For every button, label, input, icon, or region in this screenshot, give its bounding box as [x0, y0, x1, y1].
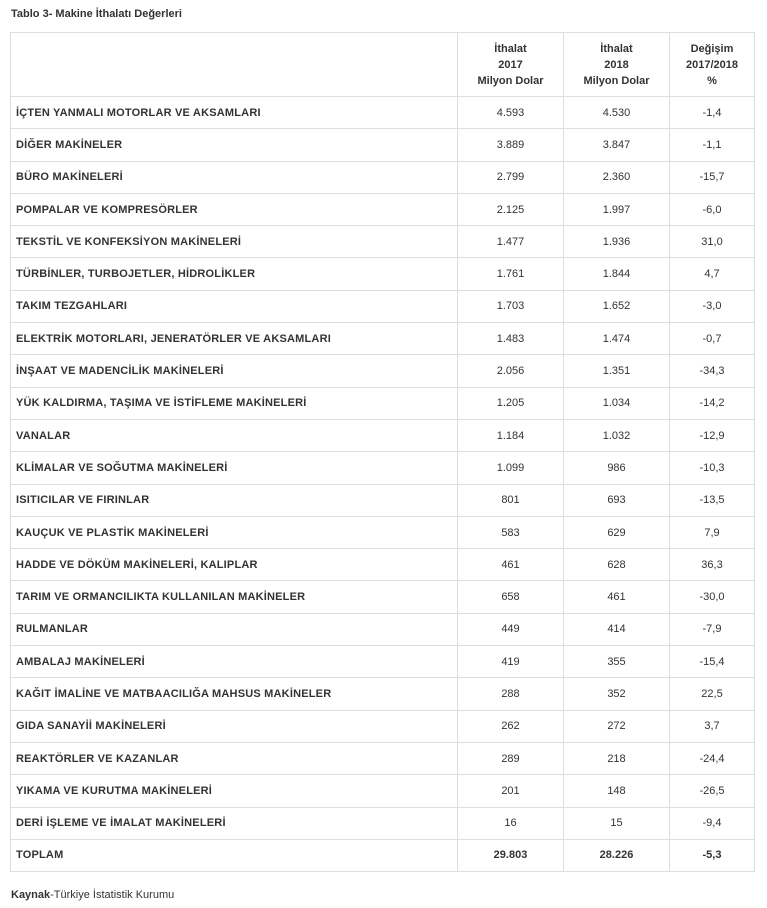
table-row [11, 452, 755, 484]
table-row [11, 581, 755, 613]
table-row [11, 387, 755, 419]
header-change [670, 33, 755, 97]
row-change: 31,0 [670, 226, 755, 258]
row-value-2017: 1.761 [458, 258, 564, 290]
row-value-2018: 1.936 [564, 226, 670, 258]
table-row [11, 97, 755, 129]
table-row [11, 613, 755, 645]
row-value-2017: 1.184 [458, 419, 564, 451]
row-value-2017: 4.593 [458, 97, 564, 129]
table-row [11, 646, 755, 678]
row-value-2017: 583 [458, 516, 564, 548]
row-name: GIDA SANAYİİ MAKİNELERİ [11, 710, 458, 742]
table-row [11, 419, 755, 451]
row-change: -10,3 [670, 452, 755, 484]
row-value-2018: 628 [564, 549, 670, 581]
row-name: HADDE VE DÖKÜM MAKİNELERİ, KALIPLAR [11, 549, 458, 581]
row-value-2017: 461 [458, 549, 564, 581]
table-row [11, 226, 755, 258]
header-import-2018-line2: 2018 [604, 58, 629, 71]
total-value-2018: 28.226 [564, 839, 670, 871]
row-name: İÇTEN YANMALI MOTORLAR VE AKSAMLARI [11, 97, 458, 129]
row-value-2018: 986 [564, 452, 670, 484]
row-value-2017: 3.889 [458, 129, 564, 161]
row-value-2018: 15 [564, 807, 670, 839]
row-value-2017: 1.477 [458, 226, 564, 258]
row-value-2018: 1.652 [564, 290, 670, 322]
row-value-2017: 288 [458, 678, 564, 710]
row-name: İNŞAAT VE MADENCİLİK MAKİNELERİ [11, 355, 458, 387]
row-change: -13,5 [670, 484, 755, 516]
row-value-2017: 419 [458, 646, 564, 678]
row-value-2018: 693 [564, 484, 670, 516]
table-row [11, 710, 755, 742]
row-change: 4,7 [670, 258, 755, 290]
row-value-2018: 352 [564, 678, 670, 710]
table-row [11, 807, 755, 839]
table-row [11, 193, 755, 225]
row-value-2017: 1.205 [458, 387, 564, 419]
row-value-2018: 1.474 [564, 323, 670, 355]
row-change: -9,4 [670, 807, 755, 839]
row-value-2017: 262 [458, 710, 564, 742]
header-import-2017-line1: İthalat [494, 42, 527, 55]
row-value-2017: 2.125 [458, 193, 564, 225]
header-import-2017 [458, 33, 564, 97]
total-change: -5,3 [670, 839, 755, 871]
row-change: 22,5 [670, 678, 755, 710]
table-row [11, 742, 755, 774]
row-name: DİĞER MAKİNELER [11, 129, 458, 161]
row-name: TÜRBİNLER, TURBOJETLER, HİDROLİKLER [11, 258, 458, 290]
row-change: -1,4 [670, 97, 755, 129]
row-value-2018: 272 [564, 710, 670, 742]
table-row [11, 549, 755, 581]
row-value-2018: 1.997 [564, 193, 670, 225]
header-import-2018-line3: Milyon Dolar [583, 74, 650, 87]
row-name: KAĞIT İMALİNE VE MATBAACILIĞA MAHSUS MAKİNELER [11, 678, 458, 710]
row-change: -6,0 [670, 193, 755, 225]
table-row [11, 516, 755, 548]
row-value-2017: 2.799 [458, 161, 564, 193]
row-value-2017: 1.703 [458, 290, 564, 322]
row-name: ISITICILAR VE FIRINLAR [11, 484, 458, 516]
row-value-2018: 218 [564, 742, 670, 774]
row-change: -34,3 [670, 355, 755, 387]
row-name: TEKSTİL VE KONFEKSİYON MAKİNELERİ [11, 226, 458, 258]
row-name: TARIM VE ORMANCILIKTA KULLANILAN MAKİNELER [11, 581, 458, 613]
row-value-2018: 461 [564, 581, 670, 613]
row-name: DERİ İŞLEME VE İMALAT MAKİNELERİ [11, 807, 458, 839]
row-name: AMBALAJ MAKİNELERİ [11, 646, 458, 678]
row-name: TAKIM TEZGAHLARI [11, 290, 458, 322]
row-value-2017: 1.483 [458, 323, 564, 355]
row-change: -3,0 [670, 290, 755, 322]
row-value-2018: 148 [564, 775, 670, 807]
row-change: -24,4 [670, 742, 755, 774]
row-name: YIKAMA VE KURUTMA MAKİNELERİ [11, 775, 458, 807]
row-name: ELEKTRİK MOTORLARI, JENERATÖRLER VE AKSAMLARI [11, 323, 458, 355]
row-value-2018: 1.844 [564, 258, 670, 290]
row-name: POMPALAR VE KOMPRESÖRLER [11, 193, 458, 225]
table-row [11, 355, 755, 387]
row-value-2017: 2.056 [458, 355, 564, 387]
row-value-2018: 1.351 [564, 355, 670, 387]
row-value-2018: 414 [564, 613, 670, 645]
row-change: 7,9 [670, 516, 755, 548]
row-value-2018: 1.032 [564, 419, 670, 451]
row-change: -26,5 [670, 775, 755, 807]
header-change-line3: % [707, 74, 717, 87]
row-value-2018: 629 [564, 516, 670, 548]
row-value-2017: 449 [458, 613, 564, 645]
row-value-2017: 1.099 [458, 452, 564, 484]
row-change: -15,7 [670, 161, 755, 193]
total-value-2017: 29.803 [458, 839, 564, 871]
row-name: YÜK KALDIRMA, TAŞIMA VE İSTİFLEME MAKİNELERİ [11, 387, 458, 419]
table-header-row [11, 33, 755, 97]
row-value-2018: 3.847 [564, 129, 670, 161]
row-value-2018: 4.530 [564, 97, 670, 129]
table-row [11, 258, 755, 290]
table-row [11, 161, 755, 193]
total-name: TOPLAM [11, 839, 458, 871]
row-name: VANALAR [11, 419, 458, 451]
total-row [11, 839, 755, 871]
row-change: -7,9 [670, 613, 755, 645]
header-change-line2: 2017/2018 [686, 58, 738, 71]
row-value-2018: 2.360 [564, 161, 670, 193]
row-name: REAKTÖRLER VE KAZANLAR [11, 742, 458, 774]
header-import-2017-line2: 2017 [498, 58, 523, 71]
row-value-2017: 201 [458, 775, 564, 807]
row-change: -30,0 [670, 581, 755, 613]
table-row [11, 129, 755, 161]
row-value-2017: 16 [458, 807, 564, 839]
table-row [11, 323, 755, 355]
row-name: KAUÇUK VE PLASTİK MAKİNELERİ [11, 516, 458, 548]
row-change: 36,3 [670, 549, 755, 581]
row-change: -12,9 [670, 419, 755, 451]
table-row [11, 775, 755, 807]
row-change: -15,4 [670, 646, 755, 678]
header-change-line1: Değişim [690, 42, 734, 55]
source-label: Kaynak [11, 889, 51, 901]
row-name: KLİMALAR VE SOĞUTMA MAKİNELERİ [11, 452, 458, 484]
row-name: RULMANLAR [11, 613, 458, 645]
source-text: -Türkiye İstatistik Kurumu [50, 889, 175, 901]
source-note [11, 889, 174, 901]
row-change: -14,2 [670, 387, 755, 419]
header-import-2018-line1: İthalat [600, 42, 633, 55]
table-row [11, 290, 755, 322]
table-row [11, 484, 755, 516]
table-caption: Tablo 3- Makine İthalatı Değerleri [11, 8, 182, 20]
table-row [11, 678, 755, 710]
row-change: 3,7 [670, 710, 755, 742]
header-import-2017-line3: Milyon Dolar [477, 74, 544, 87]
row-name: BÜRO MAKİNELERİ [11, 161, 458, 193]
row-value-2018: 1.034 [564, 387, 670, 419]
header-category [11, 33, 458, 97]
machine-import-table [10, 32, 755, 872]
row-value-2018: 355 [564, 646, 670, 678]
row-value-2017: 289 [458, 742, 564, 774]
row-change: -1,1 [670, 129, 755, 161]
row-value-2017: 658 [458, 581, 564, 613]
row-change: -0,7 [670, 323, 755, 355]
header-import-2018 [564, 33, 670, 97]
row-value-2017: 801 [458, 484, 564, 516]
